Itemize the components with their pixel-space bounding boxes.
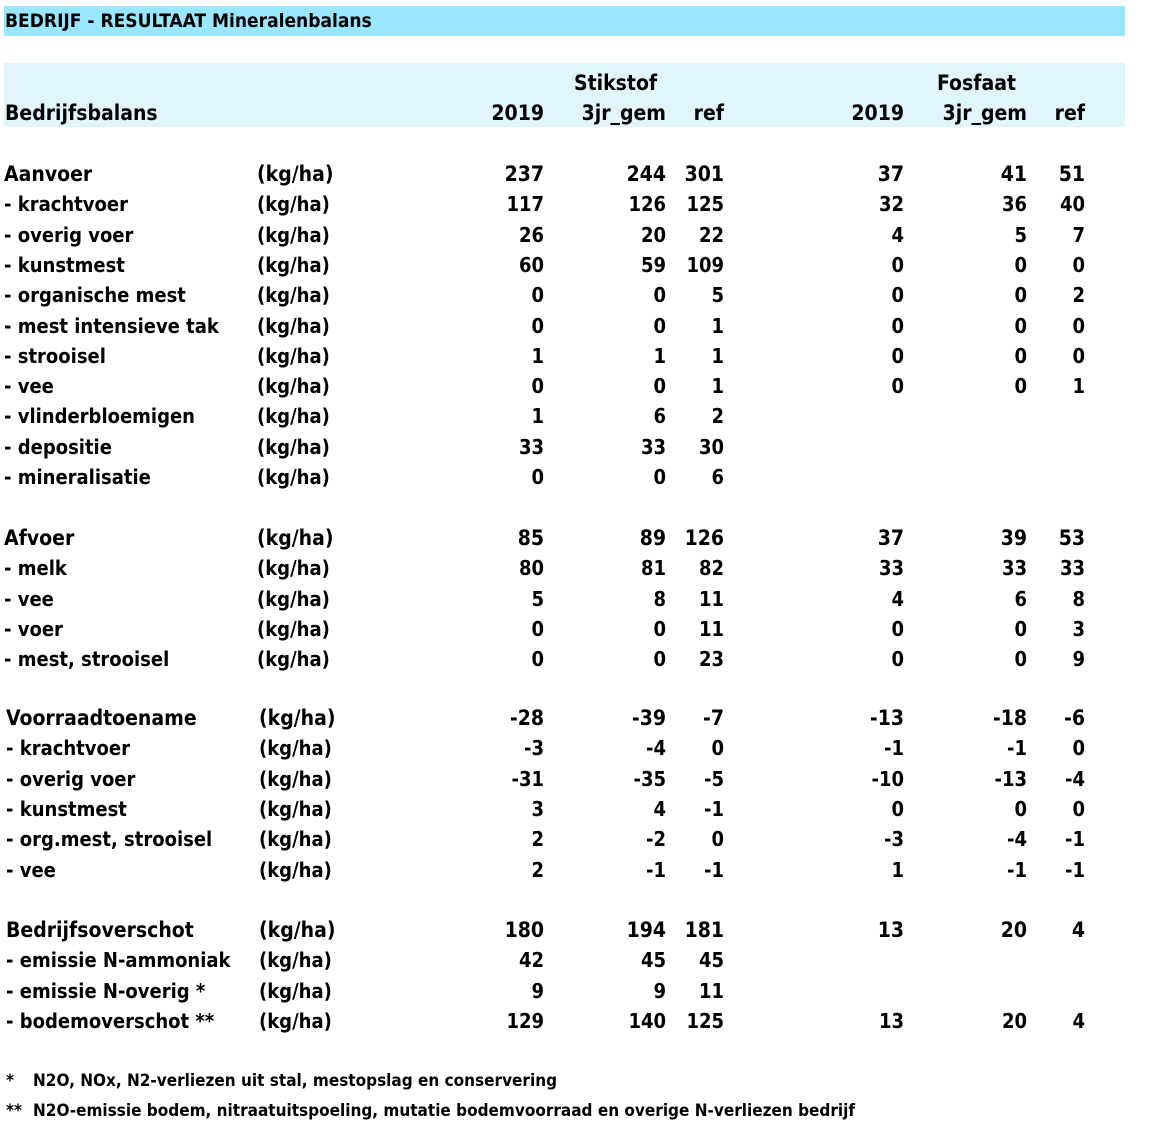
value-cell: -35 xyxy=(633,767,666,791)
row-unit: (kg/ha) xyxy=(257,526,334,550)
value-cell: 109 xyxy=(686,253,724,277)
col-header-fosfaat-2019: 2019 xyxy=(851,101,904,125)
row-unit: (kg/ha) xyxy=(257,283,330,307)
value-cell: 3 xyxy=(1072,617,1085,641)
value-cell: 0 xyxy=(1014,314,1027,338)
value-cell: 85 xyxy=(517,526,544,550)
value-cell: 39 xyxy=(1000,526,1027,550)
value-cell: -1 xyxy=(1007,736,1027,760)
row-label: - vee xyxy=(6,858,56,882)
row-unit: (kg/ha) xyxy=(257,314,330,338)
value-cell: 37 xyxy=(877,162,904,186)
value-cell: 51 xyxy=(1058,162,1085,186)
value-cell: 11 xyxy=(698,587,724,611)
value-cell: 11 xyxy=(698,979,724,1003)
value-cell: 0 xyxy=(891,253,904,277)
value-cell: 45 xyxy=(698,948,724,972)
row-label: - melk xyxy=(4,556,67,580)
value-cell: 1 xyxy=(1072,374,1085,398)
row-label: - kunstmest xyxy=(4,253,125,277)
row-unit: (kg/ha) xyxy=(259,827,332,851)
value-cell: 0 xyxy=(653,283,666,307)
value-cell: 0 xyxy=(653,374,666,398)
row-unit: (kg/ha) xyxy=(257,404,330,428)
col-header-stikstof-ref: ref xyxy=(693,101,724,125)
value-cell: 244 xyxy=(626,162,666,186)
value-cell: 5 xyxy=(1014,223,1027,247)
value-cell: 0 xyxy=(891,374,904,398)
row-label: - mest, strooisel xyxy=(4,647,170,671)
row-unit: (kg/ha) xyxy=(257,162,334,186)
value-cell: 6 xyxy=(653,404,666,428)
row-label: Bedrijfsoverschot xyxy=(6,918,194,942)
value-cell: 13 xyxy=(878,1009,904,1033)
row-label: - strooisel xyxy=(4,344,106,368)
value-cell: 0 xyxy=(1014,344,1027,368)
value-cell: 4 xyxy=(653,797,666,821)
value-cell: 1 xyxy=(711,374,724,398)
page-title: BEDRIJF - RESULTAAT Mineralenbalans xyxy=(5,10,372,32)
value-cell: 0 xyxy=(1072,736,1085,760)
value-cell: -31 xyxy=(511,767,544,791)
row-unit: (kg/ha) xyxy=(259,736,332,760)
value-cell: 2 xyxy=(711,404,724,428)
row-unit: (kg/ha) xyxy=(259,979,332,1003)
value-cell: 0 xyxy=(531,465,544,489)
value-cell: 129 xyxy=(506,1009,544,1033)
value-cell: 1 xyxy=(891,858,904,882)
value-cell: -1 xyxy=(1065,827,1085,851)
col-header-fosfaat-ref: ref xyxy=(1054,101,1085,125)
value-cell: 0 xyxy=(891,283,904,307)
value-cell: 42 xyxy=(518,948,544,972)
value-cell: -5 xyxy=(704,767,724,791)
row-unit: (kg/ha) xyxy=(257,587,330,611)
value-cell: 0 xyxy=(653,647,666,671)
value-cell: 36 xyxy=(1001,192,1027,216)
value-cell: 0 xyxy=(531,374,544,398)
value-cell: -1 xyxy=(646,858,666,882)
value-cell: 33 xyxy=(1059,556,1085,580)
value-cell: 0 xyxy=(531,283,544,307)
value-cell: 0 xyxy=(653,465,666,489)
row-label: - mineralisatie xyxy=(4,465,151,489)
value-cell: 117 xyxy=(506,192,544,216)
row-label: Aanvoer xyxy=(4,162,93,186)
row-unit: (kg/ha) xyxy=(257,435,330,459)
value-cell: -1 xyxy=(884,736,904,760)
value-cell: 2 xyxy=(1072,283,1085,307)
value-cell: 20 xyxy=(640,223,666,247)
value-cell: -1 xyxy=(1007,858,1027,882)
value-cell: -13 xyxy=(994,767,1027,791)
value-cell: 6 xyxy=(711,465,724,489)
value-cell: -3 xyxy=(524,736,544,760)
footnote-text: N2O-emissie bodem, nitraatuitspoeling, mutatie bodemvoorraad en overige N-verliezen bedrijf xyxy=(33,1101,856,1121)
value-cell: 125 xyxy=(686,1009,724,1033)
value-cell: 4 xyxy=(891,587,904,611)
value-cell: 0 xyxy=(1072,253,1085,277)
table-label: Bedrijfsbalans xyxy=(5,101,158,125)
value-cell: 0 xyxy=(1014,253,1027,277)
value-cell: 180 xyxy=(504,918,544,942)
value-cell: 0 xyxy=(711,736,724,760)
value-cell: 0 xyxy=(891,314,904,338)
value-cell: 13 xyxy=(877,918,904,942)
row-unit: (kg/ha) xyxy=(259,948,332,972)
value-cell: 20 xyxy=(1000,918,1027,942)
value-cell: 33 xyxy=(640,435,666,459)
row-label: - vee xyxy=(4,587,54,611)
row-label: - overig voer xyxy=(4,223,134,247)
value-cell: -10 xyxy=(871,767,904,791)
value-cell: 4 xyxy=(1072,1009,1085,1033)
value-cell: 0 xyxy=(1014,283,1027,307)
row-unit: (kg/ha) xyxy=(259,1009,332,1033)
value-cell: 181 xyxy=(684,918,724,942)
value-cell: 4 xyxy=(891,223,904,247)
value-cell: 30 xyxy=(698,435,724,459)
value-cell: 6 xyxy=(1014,587,1027,611)
value-cell: 40 xyxy=(1059,192,1085,216)
value-cell: 0 xyxy=(653,314,666,338)
value-cell: 0 xyxy=(1014,647,1027,671)
row-label: - vlinderbloemigen xyxy=(4,404,195,428)
footnote-mark: * xyxy=(6,1071,14,1091)
value-cell: -4 xyxy=(1007,827,1027,851)
value-cell: -13 xyxy=(869,706,904,730)
row-unit: (kg/ha) xyxy=(257,617,330,641)
value-cell: 3 xyxy=(531,797,544,821)
value-cell: 23 xyxy=(698,647,724,671)
row-unit: (kg/ha) xyxy=(257,465,330,489)
value-cell: 0 xyxy=(531,314,544,338)
value-cell: 2 xyxy=(531,858,544,882)
row-label: - kunstmest xyxy=(6,797,127,821)
col-header-stikstof-3jr-gem: 3jr_gem xyxy=(581,101,666,125)
value-cell: 237 xyxy=(504,162,544,186)
value-cell: 0 xyxy=(1072,314,1085,338)
value-cell: -4 xyxy=(646,736,666,760)
value-cell: 33 xyxy=(878,556,904,580)
value-cell: 45 xyxy=(640,948,666,972)
row-label: - krachtvoer xyxy=(4,192,128,216)
value-cell: 125 xyxy=(686,192,724,216)
row-label: - overig voer xyxy=(6,767,136,791)
row-label: - organische mest xyxy=(4,283,186,307)
value-cell: 81 xyxy=(640,556,666,580)
value-cell: -3 xyxy=(884,827,904,851)
value-cell: 126 xyxy=(684,526,724,550)
row-unit: (kg/ha) xyxy=(257,556,330,580)
value-cell: 2 xyxy=(531,827,544,851)
row-unit: (kg/ha) xyxy=(259,797,332,821)
value-cell: 9 xyxy=(653,979,666,1003)
value-cell: 33 xyxy=(518,435,544,459)
value-cell: 0 xyxy=(1014,374,1027,398)
value-cell: -1 xyxy=(704,858,724,882)
value-cell: 0 xyxy=(711,827,724,851)
value-cell: -18 xyxy=(992,706,1027,730)
value-cell: 0 xyxy=(891,344,904,368)
value-cell: -4 xyxy=(1065,767,1085,791)
value-cell: 33 xyxy=(1001,556,1027,580)
value-cell: 60 xyxy=(518,253,544,277)
row-label: - vee xyxy=(4,374,54,398)
value-cell: 8 xyxy=(1072,587,1085,611)
value-cell: 1 xyxy=(531,404,544,428)
footnote-2 xyxy=(6,1100,855,1122)
value-cell: 0 xyxy=(891,617,904,641)
value-cell: -1 xyxy=(704,797,724,821)
row-unit: (kg/ha) xyxy=(257,223,330,247)
value-cell: 8 xyxy=(653,587,666,611)
value-cell: 0 xyxy=(891,647,904,671)
value-cell: 194 xyxy=(626,918,666,942)
value-cell: 22 xyxy=(698,223,724,247)
row-unit: (kg/ha) xyxy=(257,374,330,398)
value-cell: 126 xyxy=(628,192,666,216)
value-cell: 1 xyxy=(531,344,544,368)
value-cell: -6 xyxy=(1064,706,1085,730)
col-header-fosfaat-3jr-gem: 3jr_gem xyxy=(942,101,1027,125)
value-cell: 41 xyxy=(1000,162,1027,186)
value-cell: 82 xyxy=(698,556,724,580)
row-unit: (kg/ha) xyxy=(257,192,330,216)
value-cell: 7 xyxy=(1072,223,1085,247)
group-header-fosfaat: Fosfaat xyxy=(937,71,1017,95)
value-cell: 0 xyxy=(1014,617,1027,641)
row-unit: (kg/ha) xyxy=(257,647,330,671)
row-label: - voer xyxy=(4,617,63,641)
value-cell: 0 xyxy=(653,617,666,641)
value-cell: 9 xyxy=(1072,647,1085,671)
value-cell: 1 xyxy=(711,314,724,338)
row-label: - org.mest, strooisel xyxy=(6,827,213,851)
value-cell: 5 xyxy=(531,587,544,611)
value-cell: 11 xyxy=(698,617,724,641)
value-cell: 140 xyxy=(628,1009,666,1033)
value-cell: 26 xyxy=(518,223,544,247)
row-label: - krachtvoer xyxy=(6,736,130,760)
value-cell: 20 xyxy=(1001,1009,1027,1033)
footnote-text: N2O, NOx, N2-verliezen uit stal, mestopslag en conservering xyxy=(33,1071,558,1091)
value-cell: -28 xyxy=(509,706,544,730)
value-cell: 301 xyxy=(684,162,724,186)
value-cell: 5 xyxy=(711,283,724,307)
value-cell: 1 xyxy=(711,344,724,368)
value-cell: 89 xyxy=(639,526,666,550)
group-header-stikstof: Stikstof xyxy=(574,71,658,95)
row-label: Afvoer xyxy=(4,526,75,550)
row-label: - bodemoverschot ** xyxy=(6,1009,215,1033)
row-unit: (kg/ha) xyxy=(259,767,332,791)
value-cell: 0 xyxy=(531,617,544,641)
footnote-1 xyxy=(6,1070,557,1092)
row-label: - depositie xyxy=(4,435,112,459)
value-cell: -2 xyxy=(646,827,666,851)
value-cell: 53 xyxy=(1058,526,1085,550)
row-unit: (kg/ha) xyxy=(257,253,330,277)
value-cell: 0 xyxy=(1072,344,1085,368)
col-header-stikstof-2019: 2019 xyxy=(491,101,544,125)
row-unit: (kg/ha) xyxy=(257,344,330,368)
value-cell: 0 xyxy=(1072,797,1085,821)
row-unit: (kg/ha) xyxy=(259,858,332,882)
value-cell: -7 xyxy=(703,706,724,730)
row-unit: (kg/ha) xyxy=(259,706,336,730)
value-cell: -1 xyxy=(1065,858,1085,882)
row-label: - emissie N-overig * xyxy=(6,979,206,1003)
value-cell: -39 xyxy=(631,706,666,730)
value-cell: 0 xyxy=(1014,797,1027,821)
value-cell: 37 xyxy=(877,526,904,550)
value-cell: 80 xyxy=(518,556,544,580)
footnote-mark: ** xyxy=(6,1101,22,1121)
value-cell: 4 xyxy=(1071,918,1085,942)
row-label: - mest intensieve tak xyxy=(4,314,219,338)
value-cell: 59 xyxy=(640,253,666,277)
value-cell: 1 xyxy=(653,344,666,368)
value-cell: 0 xyxy=(531,647,544,671)
value-cell: 9 xyxy=(531,979,544,1003)
row-label: Voorraadtoename xyxy=(6,706,197,730)
row-label: - emissie N-ammoniak xyxy=(6,948,231,972)
value-cell: 0 xyxy=(891,797,904,821)
value-cell: 32 xyxy=(878,192,904,216)
row-unit: (kg/ha) xyxy=(259,918,336,942)
